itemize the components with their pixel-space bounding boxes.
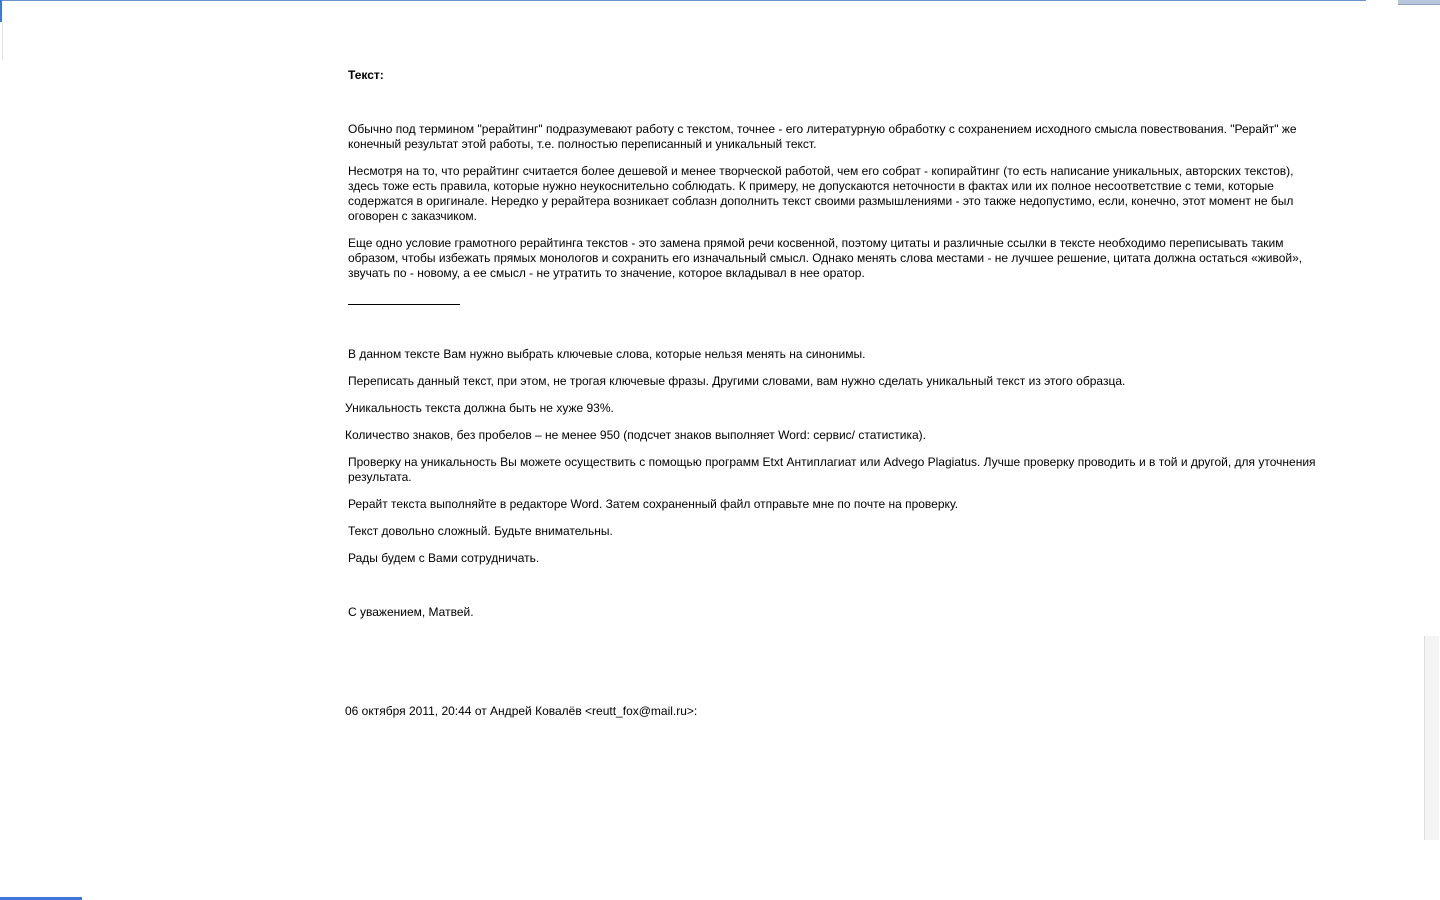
signature: С уважением, Матвей. — [348, 605, 474, 619]
paragraph-1: Обычно под термином "рерайтинг" подразумевают работу с текстом, точнее - его литературную обработку с сохранением исходного смысла повествования. "Рерайт" же конечный результат этой работы, т.е. полностью переписанный и уникальный текст. — [348, 122, 1297, 151]
instruction-keywords: В данном тексте Вам нужно выбрать ключевые слова, которые нельзя менять на синонимы. — [348, 347, 866, 361]
instruction-char-count: Количество знаков, без пробелов – не менее 950 (подсчет знаков выполняет Word: сервис/ статистика). — [345, 428, 927, 442]
text-heading: Текст: — [348, 68, 384, 82]
instruction-rewrite: Переписать данный текст, при этом, не трогая ключевые фразы. Другими словами, вам нужно сделать уникальный текст из этого образца. — [348, 374, 1126, 388]
left-edge-accent — [0, 0, 2, 22]
instruction-check-tools: Проверку на уникальность Вы можете осуществить с помощью программ Etxt Антиплагиат или Advego Plagiatus. Лучше проверку проводить и в той и другой, для уточнения результата. — [348, 455, 1316, 484]
separator-line — [348, 304, 460, 305]
right-scrollbar[interactable] — [1424, 636, 1439, 840]
instruction-uniqueness: Уникальность текста должна быть не хуже 93%. — [345, 401, 614, 415]
instruction-attention: Текст довольно сложный. Будьте внимательны. — [348, 524, 613, 538]
instruction-word-editor: Рерайт текста выполняйте в редакторе Word. Затем сохраненный файл отправьте мне по почте на проверку. — [348, 497, 959, 511]
top-window-border — [0, 0, 1366, 1]
top-right-tab[interactable] — [1398, 0, 1440, 5]
paragraph-2: Несмотря на то, что рерайтинг считается более дешевой и менее творческой работой, чем его собрат - копирайтинг (то есть написание уникальных, авторских текстов), здесь тоже есть правила, которые нужно неукоснительно соблюдать. К примеру, не допускаются неточности в фактах или их полное несоответствие с теми, которые содержатся в оригинале. Нередко у рерайтера возникает соблазн дополнить текст своими размышлениями - это также недопустимо, если, конечно, этот момент не был оговорен с заказчиком. — [348, 164, 1294, 223]
instruction-cooperation: Рады будем с Вами сотрудничать. — [348, 551, 540, 565]
quote-header: 06 октября 2011, 20:44 от Андрей Ковалёв <reutt_fox@mail.ru>: — [345, 704, 698, 718]
paragraph-3: Еще одно условие грамотного рерайтинга текстов - это замена прямой речи косвенной, поэтому цитаты и различные ссылки в тексте необходимо переписывать таким образом, чтобы избежать прямых монологов и сохранить его изначальный смысл. Однако менять слова местами - не лучшее решение, цитата должна остаться «живой», звучать по - новому, а ее смысл - не утратить то значение, которое вкладывал в нее оратор. — [348, 236, 1303, 280]
left-edge-strip — [0, 22, 3, 60]
